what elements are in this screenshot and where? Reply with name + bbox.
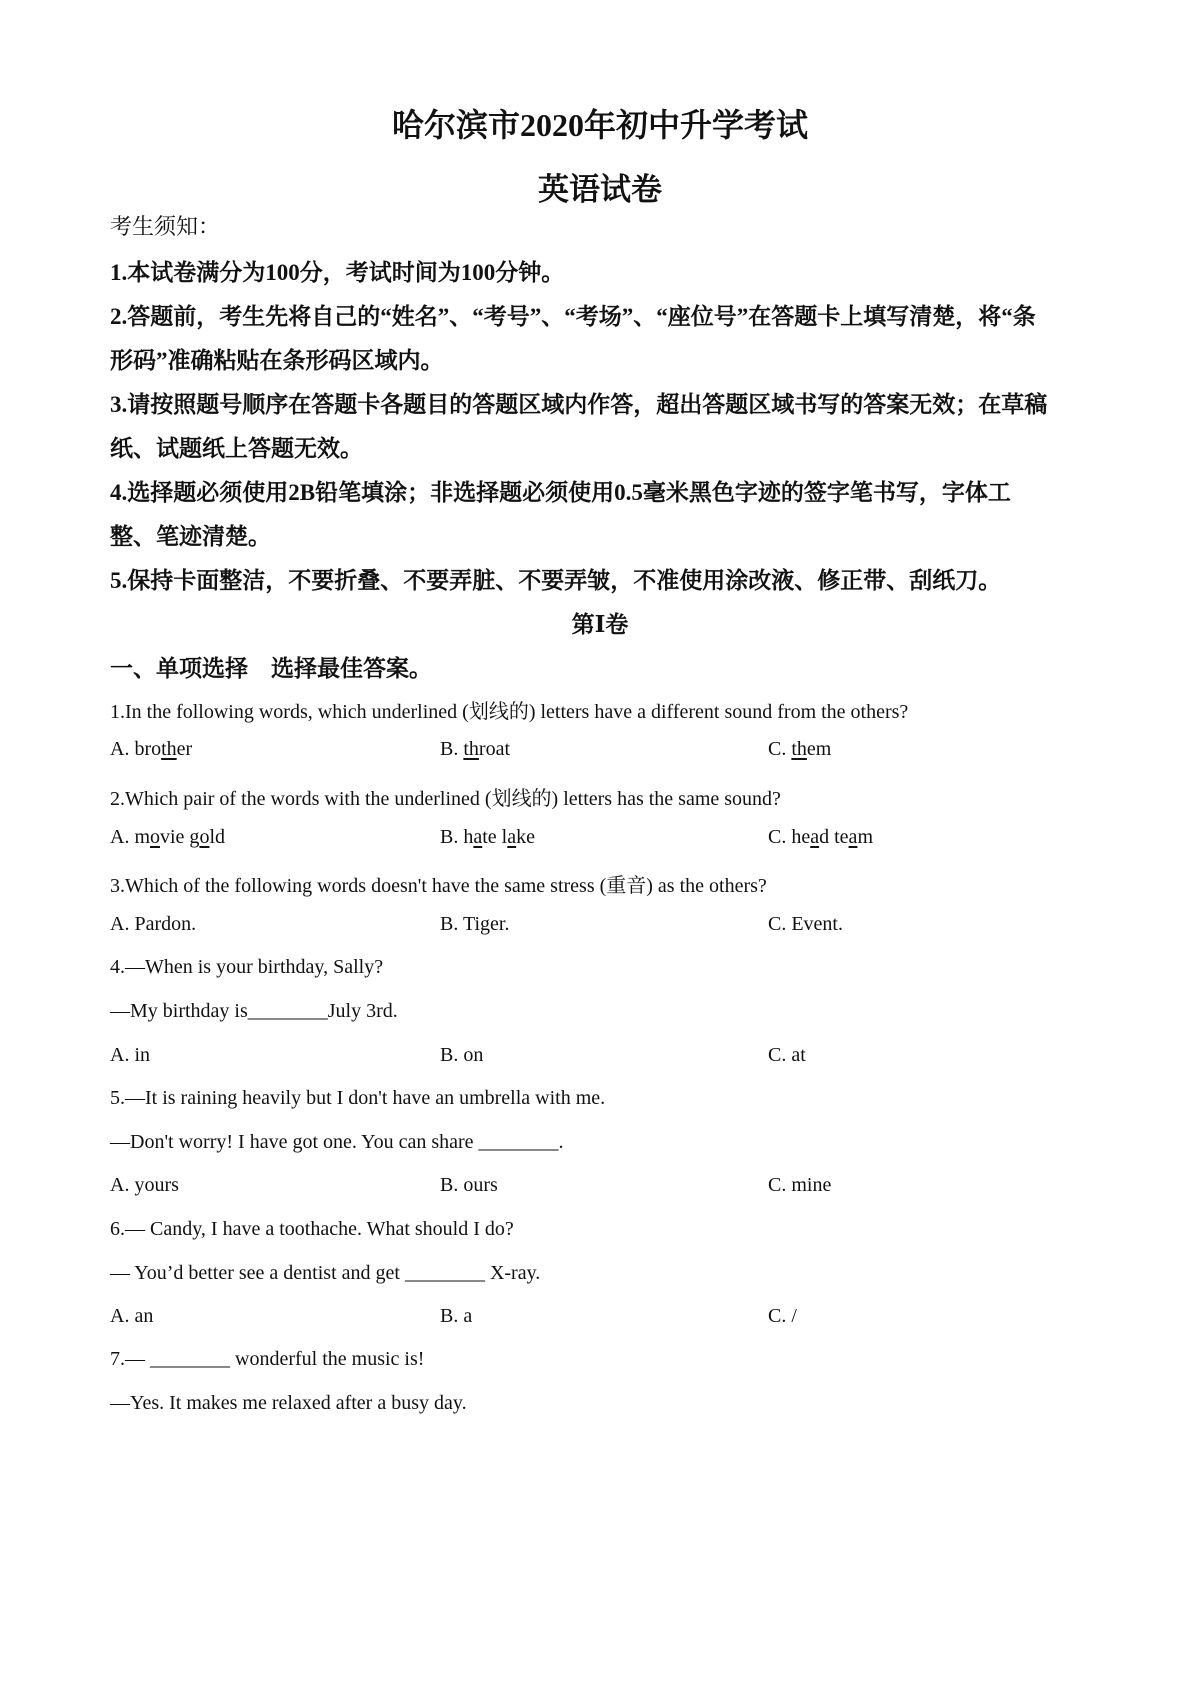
volume-label: 第Ⅰ卷	[571, 612, 629, 637]
question-3-option-a[interactable]: A. Pardon.	[110, 913, 197, 935]
question-7-stem: 7.— ________ wonderful the music is!	[110, 1348, 425, 1370]
question-5-option-a[interactable]: A. yours	[110, 1174, 179, 1196]
notice-heading: 考生须知：	[110, 214, 221, 239]
question-1-option-c[interactable]: C. them	[768, 738, 832, 760]
question-5-stem: 5.—It is raining heavily but I don't have an umbrella with me.	[110, 1087, 606, 1109]
question-1-stem: 1.In the following words, which underlined (划线的) letters have a different sound from the others?	[110, 701, 909, 723]
question-6-stem-line-2: — You’d better see a dentist and get ________ X-ray.	[110, 1262, 541, 1284]
question-4-stem: 4.—When is your birthday, Sally?	[110, 956, 384, 978]
notice-line-8: 5.保持卡面整洁，不要折叠、不要弄脏、不要弄皱，不准使用涂改液、修正带、刮纸刀。	[110, 568, 1002, 593]
question-2-option-a[interactable]: A. movie gold	[110, 826, 225, 848]
notice-line-1: 1.本试卷满分为100分，考试时间为100分钟。	[110, 260, 565, 285]
question-5-option-b[interactable]: B. ours	[440, 1174, 498, 1196]
notice-line-2: 2.答题前，考生先将自己的“姓名”、“考号”、“考场”、“座位号”在答题卡上填写清楚，将“条	[110, 304, 1036, 329]
question-7-stem-line-2: —Yes. It makes me relaxed after a busy day.	[110, 1392, 467, 1414]
question-5-stem-line-2: —Don't worry! I have got one. You can share ________.	[110, 1131, 564, 1153]
question-5-option-c[interactable]: C. mine	[768, 1174, 832, 1196]
notice-line-7: 整、笔迹清楚。	[110, 524, 271, 549]
question-3-option-c[interactable]: C. Event.	[768, 913, 843, 935]
question-1-option-b[interactable]: B. throat	[440, 738, 510, 760]
exam-subtitle: 英语试卷	[538, 172, 662, 207]
question-2-option-c[interactable]: C. head team	[768, 826, 873, 848]
notice-line-6: 4.选择题必须使用2B铅笔填涂；非选择题必须使用0.5毫米黑色字迹的签字笔书写，字体工	[110, 480, 1011, 505]
question-1-option-a[interactable]: A. brother	[110, 738, 193, 760]
question-4-stem-line-2: —My birthday is________July 3rd.	[110, 1000, 398, 1022]
notice-line-5: 纸、试题纸上答题无效。	[110, 436, 363, 461]
notice-line-3: 形码”准确粘贴在条形码区域内。	[110, 348, 444, 373]
question-6-option-a[interactable]: A. an	[110, 1305, 154, 1327]
question-2-option-b[interactable]: B. hate lake	[440, 826, 536, 848]
question-4-option-c[interactable]: C. at	[768, 1044, 806, 1066]
question-2-stem: 2.Which pair of the words with the underlined (划线的) letters has the same sound?	[110, 788, 781, 810]
question-6-option-b[interactable]: B. a	[440, 1305, 473, 1327]
exam-title: 哈尔滨市2020年初中升学考试	[391, 107, 808, 143]
question-4-option-b[interactable]: B. on	[440, 1044, 484, 1066]
section-heading: 一、单项选择 选择最佳答案。	[110, 656, 432, 681]
question-6-stem: 6.— Candy, I have a toothache. What should I do?	[110, 1218, 514, 1240]
question-3-option-b[interactable]: B. Tiger.	[440, 913, 510, 935]
question-4-option-a[interactable]: A. in	[110, 1044, 150, 1066]
notice-line-4: 3.请按照题号顺序在答题卡各题目的答题区域内作答，超出答题区域书写的答案无效；在草稿	[110, 392, 1048, 417]
question-3-stem: 3.Which of the following words doesn't have the same stress (重音) as the others?	[110, 875, 767, 897]
question-6-option-c[interactable]: C. /	[768, 1305, 797, 1327]
